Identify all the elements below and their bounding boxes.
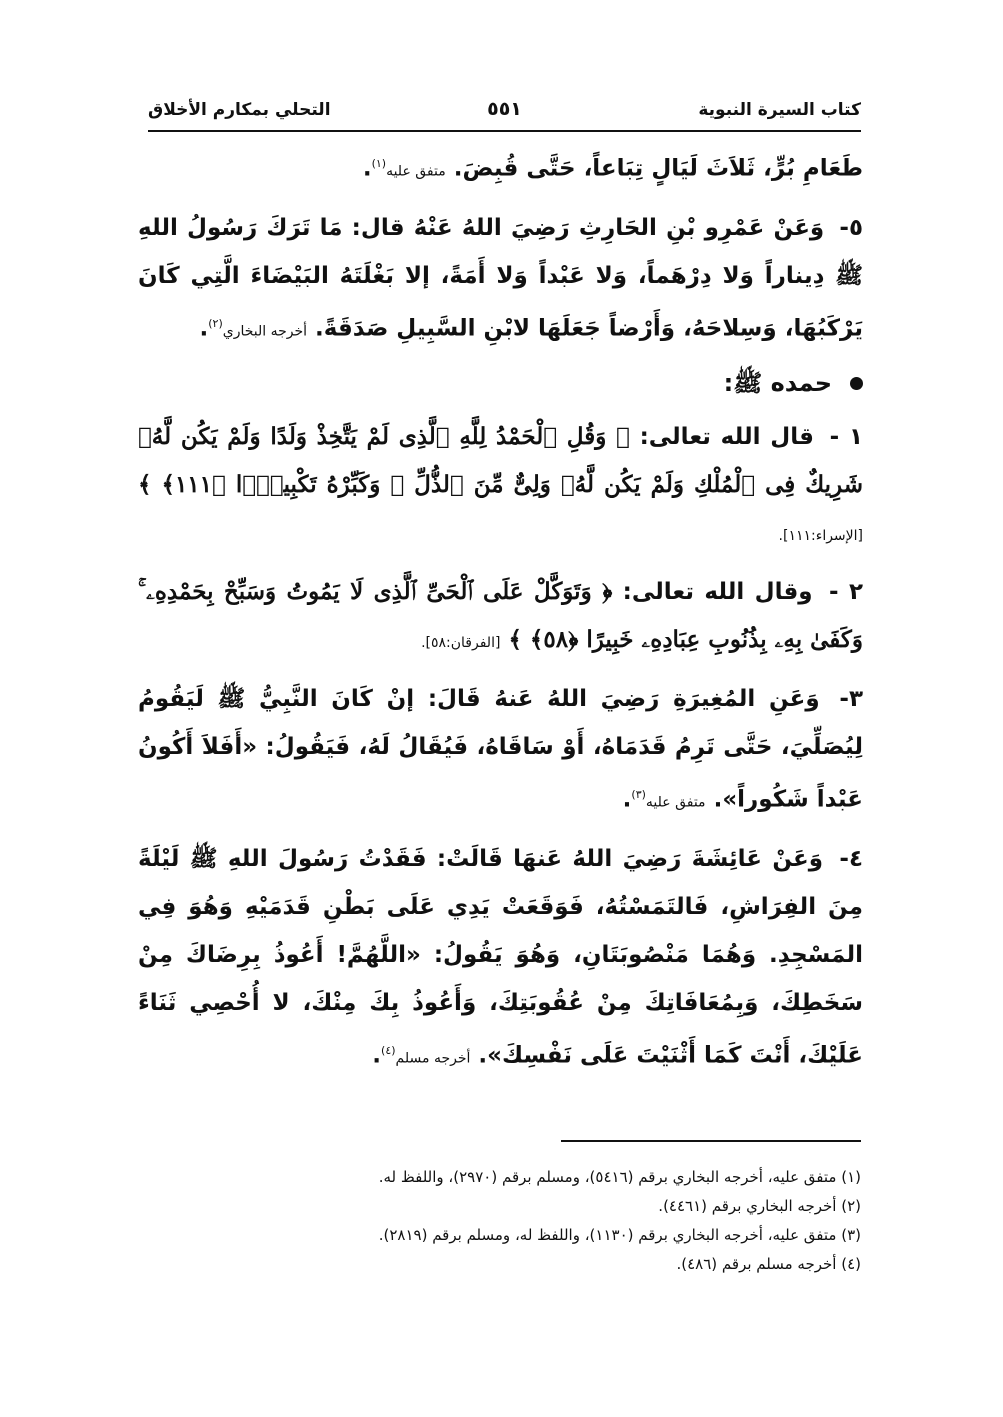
period: . (362, 155, 372, 182)
hadith-text: طَعَامِ بُرٍّ، ثَلاَثَ لَيَالٍ تِبَاعاً، حَتَّى قُبِضَ. (453, 155, 863, 182)
quran-verse: ﴿ وَقُلِ ٱلْحَمْدُ لِلَّهِ ٱلَّذِى لَمْ يَتَّخِذْ وَلَدًا وَلَمْ يَكُن لَّهُۥ شَرِيكٌ فِى ٱلْمُلْكِ وَلَمْ يَكُن لَّهُۥ وَلِىٌّ مِّنَ ٱلذُّلِّ ۖ وَكَبِّرْهُ تَكْبِيرًۢا ﴿١١١﴾ ﴾ (138, 423, 863, 499)
hadith-text: وَعَنِ المُغِيرَةِ رَضِيَ اللهُ عَنهُ قَالَ: إنْ كَانَ النَّبِيُّ ﷺ لَيَقُومُ لِيُصَلِّيَ، حَتَّى تَرِمُ قَدَمَاهُ، أَوْ سَاقَاهُ، فَيُقَالُ لَهُ، فَيَقُولُ: «أَفَلاَ أَكُونُ عَبْداً شَكُوراً». (138, 686, 863, 813)
footnote-2: (٢) أخرجه البخاري برقم (٤٤٦١). (658, 1197, 861, 1215)
section-title: حمده ﷺ: (723, 369, 832, 398)
hadith-source: أخرجه مسلم (395, 1050, 471, 1067)
verse-intro: قال الله تعالى: (639, 424, 814, 451)
period: . (199, 315, 209, 342)
hadith-text: وَعَنْ عَائِشَةَ رَضِيَ اللهُ عَنهَا قَالَتْ: فَقَدْتُ رَسُولَ اللهِ ﷺ لَيْلَةً مِنَ الفِرَاشِ، فَالتَمَسْتُهُ، فَوَقَعَتْ يَدِي عَلَى بَطْنِ قَدَمَيْهِ وَهُوَ فِي المَسْجِدِ. وَهُمَا مَنْصُوبَتَانِ، وَهُوَ يَقُولُ: «اللَّهُمَّ! أَعُوذُ بِرِضَاكَ مِنْ سَخَطِكَ، وَبِمُعَافَاتِكَ مِنْ عُقُوبَتِكَ، وَأَعُوذُ بِكَ مِنْكَ، لا أُحْصِي ثَنَاءً عَلَيْكَ، أَنْتَ كَمَا أَثْنَيْتَ عَلَى نَفْسِكَ». (138, 845, 863, 1069)
item-number: ٢ - (829, 579, 863, 606)
hadith-text: وَعَنْ عَمْرِو بْنِ الحَارِثِ رَضِيَ اللهُ عَنْهُ قال: مَا تَرَكَ رَسُولُ اللهِ ﷺ دِيناراً وَلا دِرْهَماً، وَلا عَبْداً وَلا أَمَةً، إلا بَغْلَتَهُ البَيْضَاءَ الَّتِي كَانَ يَرْكَبُهَا، وَسِلاحَهُ، وَأَرْضاً جَعَلَهَا لابْنِ السَّبِيلِ صَدَقَةً. (138, 214, 863, 342)
footnotes (138, 1163, 861, 1279)
verse-reference: [الإسراء:١١١]. (778, 528, 863, 545)
footnote-ref: (٢) (208, 316, 223, 330)
hadith-number: ٥- (839, 214, 863, 241)
hadith-source: أخرجه البخاري (222, 323, 308, 340)
item-number: ٣- (839, 686, 863, 713)
quran-verse: ﴿ وَتَوَكَّلْ عَلَى ٱلْحَىِّ ٱلَّذِى لَا يَمُوتُ وَسَبِّحْ بِحَمْدِهِۦ ۚ وَكَفَىٰ بِهِۦ بِذُنُوبِ عِبَادِهِۦ خَبِيرًا ﴿٥٨﴾ ﴾ (138, 578, 863, 654)
footnote-ref: (٤) (381, 1043, 396, 1057)
paragraph-continuation (138, 140, 863, 196)
footnote-ref: (١) (371, 157, 387, 170)
footnote-4: (٤) أخرجه مسلم برقم (٤٨٦). (676, 1255, 861, 1273)
period: . (622, 786, 632, 813)
item-number: ١ - (829, 424, 863, 451)
footnote-1: (١) متفق عليه، أخرجه البخاري برقم (٥٤١٦)، ومسلم برقم (٢٩٧٠)، واللفظ له. (378, 1168, 861, 1186)
bullet-icon (850, 377, 863, 390)
footnote-divider (561, 1140, 861, 1142)
page-number: ٥٥١ (487, 98, 522, 120)
item-4 (138, 835, 863, 1083)
hadith-source: متفق عليه (645, 794, 706, 811)
section-heading (138, 363, 863, 403)
page-header (148, 96, 861, 132)
chapter-title: التحلي بمكارم الأخلاق (148, 100, 331, 120)
verse-reference: [الفرقان:٥٨]. (421, 635, 501, 652)
hadith-5 (138, 204, 863, 356)
verse-intro: وقال الله تعالى: (622, 579, 813, 606)
item-2 (138, 568, 863, 667)
main-text (138, 140, 863, 1091)
item-3 (138, 675, 863, 827)
book-title: كتاب السيرة النبوية (698, 100, 861, 120)
footnote-ref: (٣) (631, 788, 646, 802)
hadith-source: متفق عليه (386, 163, 446, 180)
item-number: ٤- (839, 845, 863, 872)
period: . (372, 1042, 382, 1069)
item-1 (138, 413, 863, 560)
footnote-3: (٣) متفق عليه، أخرجه البخاري برقم (١١٣٠)، واللفظ له، ومسلم برقم (٢٨١٩). (378, 1226, 861, 1244)
